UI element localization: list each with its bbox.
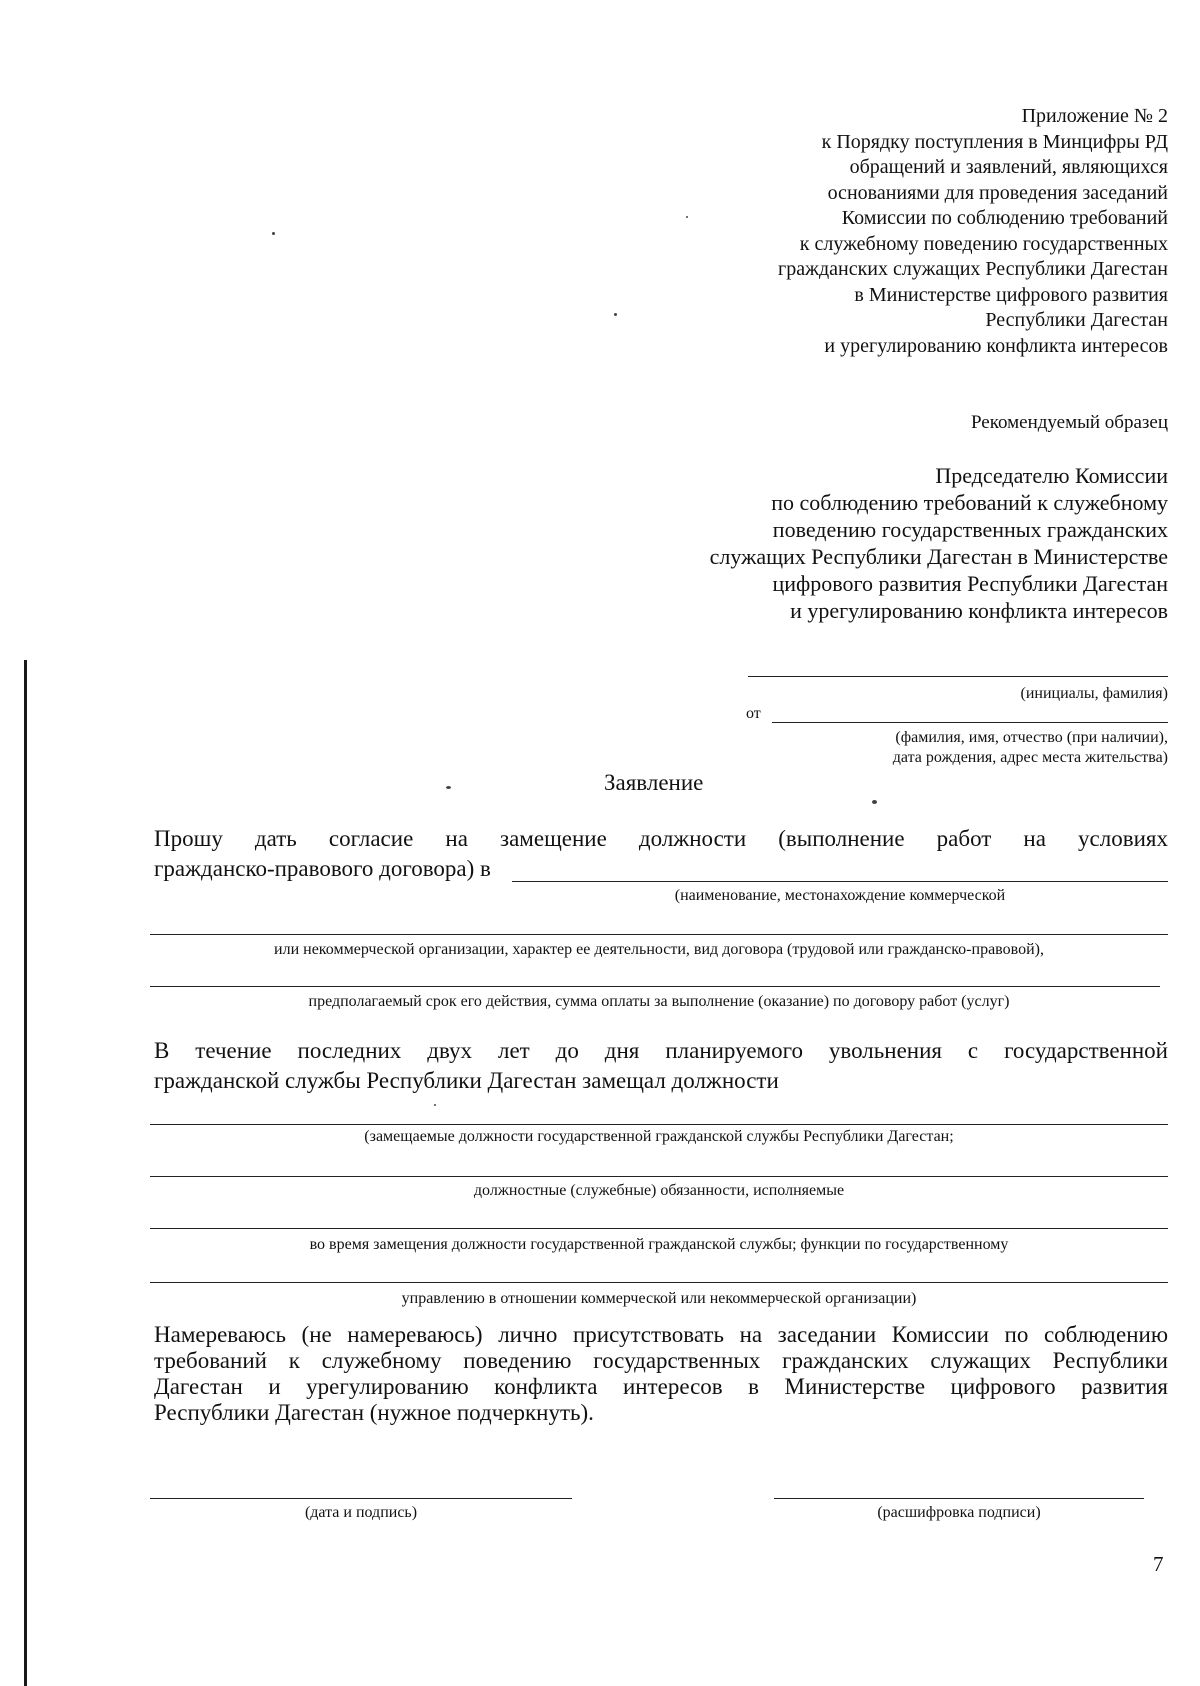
from-caption-line: дата рождения, адрес места жительства)	[892, 749, 1168, 766]
from-label: от	[746, 705, 761, 722]
date-signature-line[interactable]	[150, 1498, 572, 1499]
intent-line-4: Республики Дагестан (нужное подчеркнуть).	[154, 1400, 594, 1425]
organization-fill-line-3[interactable]	[150, 986, 1160, 987]
appendix-line: к Порядку поступления в Минцифры РД	[821, 130, 1168, 153]
request-line-2: гражданско-правового договора) в	[154, 856, 491, 881]
from-caption-line: (фамилия, имя, отчество (при наличии),	[895, 729, 1168, 746]
organization-fill-line-2[interactable]	[150, 934, 1168, 935]
scan-speck	[446, 786, 451, 789]
request-line-1: Прошу дать согласие на замещение должности (выполнение работ на условиях	[154, 826, 1168, 851]
addressee-line: служащих Республики Дагестан в Министерстве	[709, 544, 1168, 569]
appendix-line: обращений и заявлений, являющихся	[849, 156, 1168, 178]
intent-line-3: Дагестан и урегулированию конфликта интересов в Министерстве цифрового развития	[154, 1374, 1168, 1399]
from-fill-line[interactable]	[772, 722, 1168, 723]
service-line-1: В течение последних двух лет до дня планируемого увольнения с государственной	[154, 1038, 1168, 1063]
initials-caption: (инициалы, фамилия)	[1020, 685, 1168, 702]
appendix-line: и урегулированию конфликта интересов	[824, 334, 1168, 357]
intent-line-2: требований к служебному поведению государственных гражданских служащих Республики	[154, 1348, 1168, 1373]
from-caption	[893, 728, 1168, 768]
organization-fill-line[interactable]	[512, 881, 1168, 882]
organization-caption-2: или некоммерческой организации, характер ее деятельности, вид договора (трудовой или гражданско-правовой),	[274, 941, 1044, 958]
positions-fill-line-3[interactable]	[150, 1228, 1168, 1229]
page-number: 7	[1153, 1552, 1164, 1576]
appendix-header	[778, 104, 1168, 359]
positions-fill-line-2[interactable]	[150, 1176, 1168, 1177]
scan-speck	[872, 800, 877, 804]
positions-caption-2: должностные (служебные) обязанности, исполняемые	[473, 1182, 845, 1199]
appendix-line: основаниями для проведения заседаний	[827, 181, 1168, 204]
positions-fill-line-4[interactable]	[150, 1282, 1168, 1283]
signature-decoding-caption: (расшифровка подписи)	[877, 1504, 1041, 1521]
appendix-line: к служебному поведению государственных	[799, 232, 1168, 255]
addressee-line: по соблюдению требований к служебному	[771, 490, 1168, 515]
appendix-line: Республики Дагестан	[985, 309, 1168, 331]
organization-caption-3: предполагаемый срок его действия, сумма оплаты за выполнение (оказание) по договору работ (услуг)	[308, 993, 1010, 1010]
scan-margin-bar	[24, 660, 27, 1686]
scan-speck	[686, 216, 688, 218]
intent-line-1: Намереваюсь (не намереваюсь) лично присутствовать на заседании Комиссии по соблюдению	[154, 1322, 1168, 1347]
positions-fill-line-1[interactable]	[150, 1124, 1168, 1125]
appendix-line: Комиссии по соблюдению требований	[841, 207, 1168, 229]
addressee-line: поведению государственных гражданских	[772, 517, 1168, 542]
service-line-2: гражданской службы Республики Дагестан замещал должности	[154, 1068, 779, 1093]
appendix-line: Приложение № 2	[1021, 105, 1168, 127]
scan-speck	[272, 232, 275, 235]
scan-speck	[614, 313, 617, 316]
document-title: Заявление	[604, 770, 704, 795]
positions-caption-3: во время замещения должности государственной гражданской службы; функции по государственному	[309, 1236, 1009, 1253]
signature-decoding-line[interactable]	[774, 1498, 1144, 1499]
addressee-line: цифрового развития Республики Дагестан	[772, 571, 1168, 596]
addressee-line: и урегулированию конфликта интересов	[790, 598, 1168, 623]
positions-caption-4: управлению в отношении коммерческой или некоммерческой организации)	[401, 1290, 917, 1307]
appendix-line: в Министерстве цифрового развития	[854, 283, 1168, 306]
scan-speck	[434, 1104, 436, 1106]
recommended-sample-label: Рекомендуемый образец	[970, 412, 1168, 433]
initials-fill-line[interactable]	[748, 676, 1168, 677]
date-signature-caption: (дата и подпись)	[304, 1504, 418, 1521]
addressee-line: Председателю Комиссии	[935, 463, 1168, 488]
appendix-line: гражданских служащих Республики Дагестан	[778, 258, 1168, 280]
positions-caption-1: (замещаемые должности государственной гражданской службы Республики Дагестан;	[364, 1128, 954, 1145]
addressee-block	[710, 462, 1168, 624]
organization-caption-1: (наименование, местонахождение коммерческой	[674, 887, 1006, 904]
